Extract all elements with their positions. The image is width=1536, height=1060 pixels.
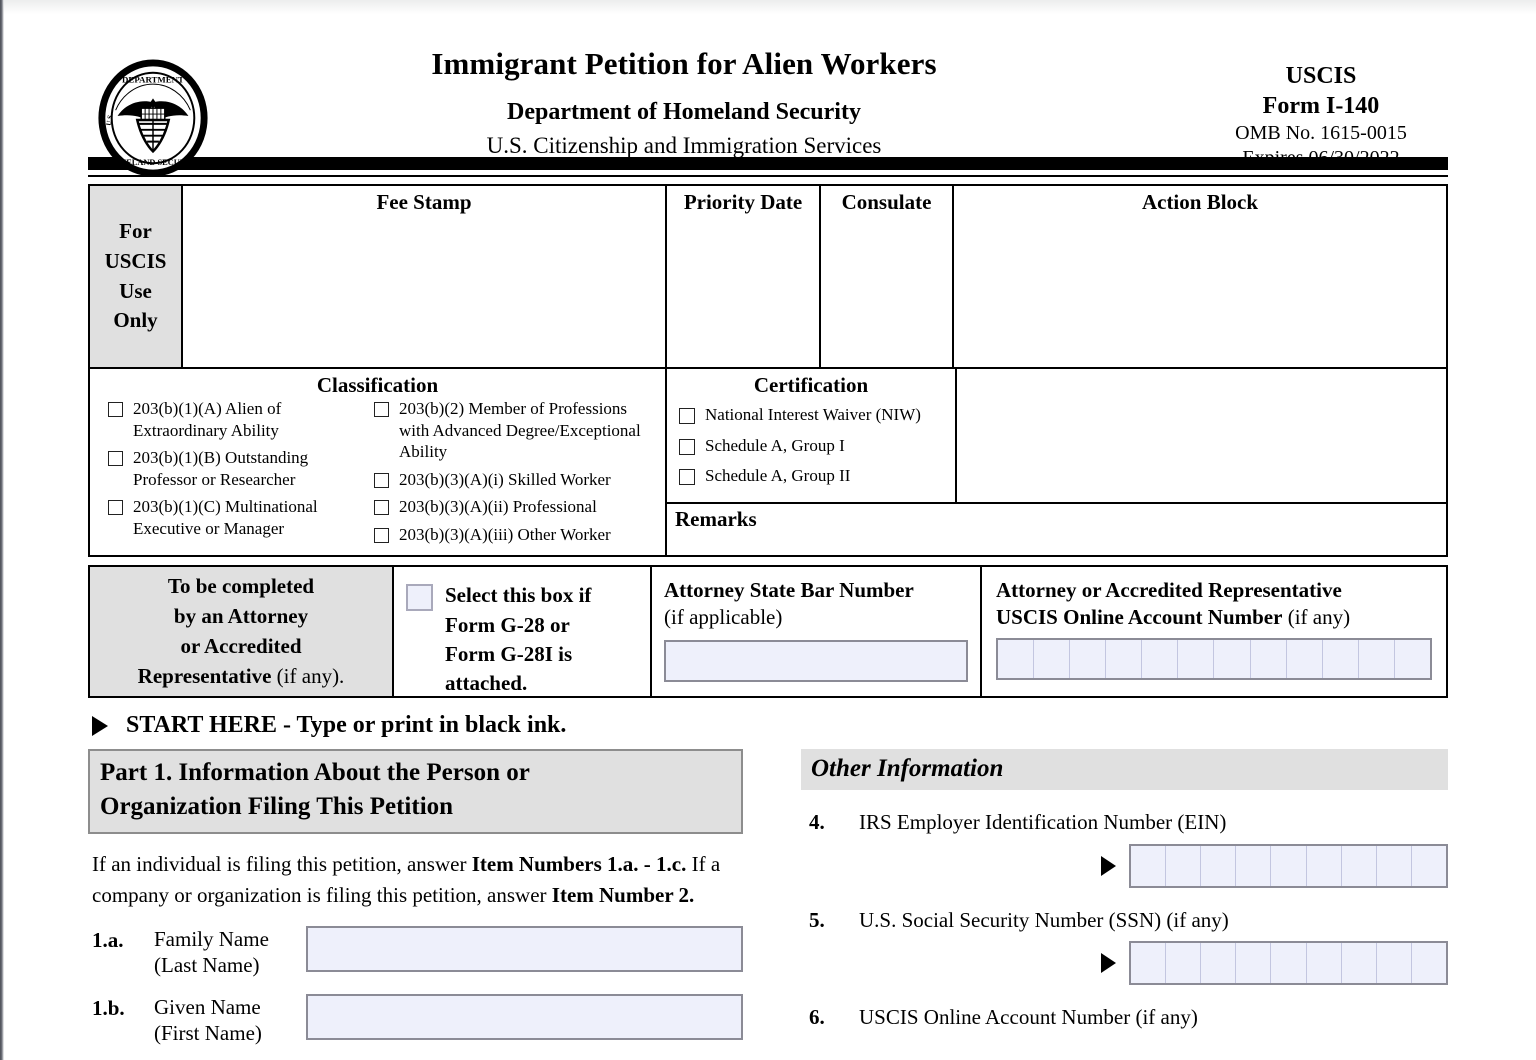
classification-option-label: 203(b)(1)(B) Outstanding Professor or Researcher <box>133 448 309 489</box>
checkbox-icon[interactable] <box>679 439 695 455</box>
checkbox-icon[interactable] <box>374 402 389 417</box>
certification-remarks-stack <box>667 369 1446 555</box>
item-1b-label <box>154 994 306 1046</box>
department-name: Department of Homeland Security <box>507 98 861 125</box>
for-uscis-line-3: Use <box>119 278 152 303</box>
attorney-online-account-suffix: (if any) <box>1282 604 1351 629</box>
comb-cell[interactable] <box>1166 943 1201 983</box>
comb-cell[interactable] <box>1131 943 1166 983</box>
comb-cell[interactable] <box>1214 640 1250 678</box>
part1-heading <box>88 749 743 834</box>
comb-cell[interactable] <box>1201 943 1236 983</box>
comb-cell[interactable] <box>1271 943 1306 983</box>
classification-option-203b3Ai[interactable] <box>374 469 656 491</box>
svg-text:U.S.: U.S. <box>105 113 115 127</box>
header-thin-rule <box>88 175 1448 177</box>
attorney-label-line-4: Representative <box>137 663 272 688</box>
comb-cell[interactable] <box>1271 846 1306 886</box>
comb-cell[interactable] <box>1342 846 1377 886</box>
form-identification <box>1196 62 1446 170</box>
classification-option-label: 203(b)(2) Member of Professions with Advanced Degree/Exceptional Ability <box>399 399 641 462</box>
action-block-body[interactable] <box>957 369 1446 502</box>
classification-cell <box>90 369 667 555</box>
part1-intro-bold-2: 1.a. - 1.c. <box>607 852 687 877</box>
attorney-label-line-1: To be completed <box>167 574 315 599</box>
item-1b-number: 1.b. <box>92 996 125 1021</box>
attorney-online-account-input[interactable] <box>996 638 1432 680</box>
certification-option-niw[interactable] <box>679 404 955 426</box>
certification-cell <box>667 369 957 502</box>
other-information-heading: Other Information <box>801 749 1448 790</box>
item-4-number: 4. <box>809 810 825 835</box>
priority-date-label: Priority Date <box>683 190 803 214</box>
part1-instructions <box>88 849 743 910</box>
classification-option-label: 203(b)(3)(A)(iii) Other Worker <box>399 524 611 544</box>
column-gap <box>743 749 801 1046</box>
comb-cell[interactable] <box>1106 640 1142 678</box>
certification-option-label: Schedule A, Group I <box>705 435 845 455</box>
for-uscis-line-4: Only <box>113 308 158 333</box>
for-uscis-line-1: For <box>119 218 152 243</box>
part1-intro-bold-1: Item Numbers <box>471 852 602 877</box>
item-4-ein-input[interactable] <box>1129 844 1448 888</box>
attorney-label-suffix: (if any). <box>271 663 345 688</box>
remarks-label: Remarks <box>675 506 757 531</box>
consulate-label: Consulate <box>841 190 932 214</box>
part1-heading-line-2: Organization Filing This Petition <box>100 793 454 821</box>
part1-heading-line-1: Part 1. Information About the Person or <box>100 759 530 787</box>
g28-label-line-1: Select this box if <box>445 583 592 608</box>
attorney-state-bar-sublabel: (if applicable) <box>664 604 783 629</box>
certification-option-label: Schedule A, Group II <box>705 466 851 486</box>
part1-intro-bold-3: Item Number 2. <box>551 882 695 907</box>
form-number: Form I-140 <box>1262 92 1380 119</box>
classification-option-203b1B[interactable] <box>108 447 366 490</box>
g28-label-line-3: Form G-28I is <box>445 641 573 666</box>
comb-cell[interactable] <box>998 640 1034 678</box>
comb-cell[interactable] <box>1178 640 1214 678</box>
item-5-ssn-row <box>801 908 1448 933</box>
checkbox-icon[interactable] <box>108 451 123 466</box>
attorney-block-label <box>90 567 394 696</box>
uscis-use-only-bottom-row <box>90 367 1446 555</box>
part1-intro-text-1: If an individual is filing this petition, answer <box>92 852 472 877</box>
item-1a-family-name-row <box>88 926 743 978</box>
for-uscis-line-2: USCIS <box>104 248 167 273</box>
comb-cell[interactable] <box>1342 943 1377 983</box>
comb-cell[interactable] <box>1131 846 1166 886</box>
checkbox-icon[interactable] <box>374 473 389 488</box>
comb-cell[interactable] <box>1323 640 1359 678</box>
classification-column-left <box>94 398 366 551</box>
item-1b-given-name-row <box>88 994 743 1046</box>
certification-option-schedule-a-group-2[interactable] <box>679 465 955 487</box>
start-here-text: START HERE - Type or print in black ink. <box>126 712 567 739</box>
item-1b-label-line-1: Given Name <box>154 995 261 1020</box>
comb-cell[interactable] <box>1166 846 1201 886</box>
attorney-block <box>88 565 1448 698</box>
remarks-cell[interactable] <box>667 502 1446 544</box>
comb-cell[interactable] <box>1287 640 1323 678</box>
certification-label: Certification <box>753 373 869 397</box>
g28-label-line-4: attached. <box>445 671 528 696</box>
item-1a-family-name-input[interactable] <box>306 926 743 972</box>
attorney-state-bar-section <box>652 567 982 696</box>
item-1a-label-line-1: Family Name <box>154 927 269 952</box>
start-here-banner <box>88 712 1448 739</box>
attorney-label-line-3: or Accredited <box>180 633 302 658</box>
classification-option-203b3Aiii[interactable] <box>374 524 656 546</box>
comb-cell[interactable] <box>1359 640 1395 678</box>
comb-cell[interactable] <box>1251 640 1287 678</box>
page-left-edge <box>0 0 4 1060</box>
item-1a-number: 1.a. <box>92 928 124 953</box>
item-5-label: U.S. Social Security Number (SSN) (if any) <box>859 907 1229 932</box>
attorney-online-account-section <box>982 567 1446 696</box>
g28-attached-field[interactable] <box>394 567 652 696</box>
checkbox-icon[interactable] <box>679 408 695 424</box>
classification-option-203b3Aii[interactable] <box>374 496 656 518</box>
comb-cell[interactable] <box>1307 846 1342 886</box>
attorney-online-account-label-line-2: USCIS Online Account Number <box>996 604 1283 629</box>
agency-name: U.S. Citizenship and Immigration Services <box>486 132 882 158</box>
svg-text:DEPARTMENT: DEPARTMENT <box>122 74 184 85</box>
consulate-cell[interactable] <box>821 186 954 367</box>
priority-date-cell[interactable] <box>667 186 821 367</box>
classification-option-label: 203(b)(1)(A) Alien of Extraordinary Ability <box>133 399 282 440</box>
item-5-number: 5. <box>809 907 825 932</box>
classification-option-label: 203(b)(1)(C) Multinational Executive or Manager <box>133 497 318 538</box>
comb-cell[interactable] <box>1377 846 1412 886</box>
triangle-right-icon <box>92 716 108 736</box>
attorney-online-account-label-line-1: Attorney or Accredited Representative <box>996 578 1342 603</box>
dhs-seal-icon <box>94 58 212 178</box>
certification-option-schedule-a-group-1[interactable] <box>679 435 955 457</box>
triangle-right-icon <box>1101 953 1116 973</box>
item-5-ssn-field-row <box>801 941 1448 985</box>
attorney-label-line-2: by an Attorney <box>173 604 309 629</box>
classification-option-label: 203(b)(3)(A)(i) Skilled Worker <box>399 469 611 489</box>
omb-number: OMB No. 1615-0015 <box>1235 122 1407 145</box>
uscis-use-only-block <box>88 184 1448 557</box>
comb-cell[interactable] <box>1142 640 1178 678</box>
item-1b-given-name-input[interactable] <box>306 994 743 1040</box>
comb-cell[interactable] <box>1236 846 1271 886</box>
expiration-date: Expires 06/30/2022 <box>1242 146 1400 169</box>
attorney-state-bar-input[interactable] <box>664 640 968 682</box>
action-block-label: Action Block <box>1141 190 1259 214</box>
part1-column <box>88 749 743 1046</box>
g28-checkbox-icon[interactable] <box>406 584 433 611</box>
comb-cell[interactable] <box>1377 943 1412 983</box>
for-uscis-use-only-label <box>90 186 183 367</box>
checkbox-icon[interactable] <box>108 500 123 515</box>
item-1b-label-line-2: (First Name) <box>154 1021 262 1046</box>
comb-cell[interactable] <box>1412 943 1446 983</box>
classification-option-203b2[interactable] <box>374 398 656 463</box>
item-4-label: IRS Employer Identification Number (EIN) <box>859 810 1227 835</box>
comb-cell[interactable] <box>1034 640 1070 678</box>
g28-label-line-2: Form G-28 or <box>445 612 570 637</box>
classification-column-right <box>366 398 656 551</box>
page-title: Immigrant Petition for Alien Workers <box>431 46 937 81</box>
comb-cell[interactable] <box>1395 640 1430 678</box>
comb-cell[interactable] <box>1070 640 1106 678</box>
item-4-ein-row <box>801 810 1448 835</box>
item-6-online-account-row <box>801 1005 1448 1030</box>
triangle-right-icon <box>1101 856 1116 876</box>
part1-intro-text-2: If a company or organization is filing this petition, answer <box>92 852 721 907</box>
item-4-ein-field-row <box>801 844 1448 888</box>
comb-cell[interactable] <box>1412 846 1446 886</box>
checkbox-icon[interactable] <box>108 402 123 417</box>
item-5-ssn-input[interactable] <box>1129 941 1448 985</box>
item-6-number: 6. <box>809 1004 825 1029</box>
form-body <box>88 749 1448 1046</box>
comb-cell[interactable] <box>1307 943 1342 983</box>
item-1a-label <box>154 926 306 978</box>
fee-stamp-label: Fee Stamp <box>376 190 472 214</box>
item-6-label: USCIS Online Account Number (if any) <box>859 1004 1198 1029</box>
other-information-column <box>801 749 1448 1046</box>
item-1a-label-line-2: (Last Name) <box>154 953 260 978</box>
comb-cell[interactable] <box>1236 943 1271 983</box>
uscis-label: USCIS <box>1285 63 1357 89</box>
classification-option-label: 203(b)(3)(A)(ii) Professional <box>399 497 597 517</box>
action-block-cell[interactable] <box>954 186 1446 367</box>
classification-label: Classification <box>316 373 439 397</box>
form-page <box>88 0 1448 1046</box>
uscis-use-only-top-row <box>90 186 1446 367</box>
checkbox-icon[interactable] <box>679 469 695 485</box>
checkbox-icon[interactable] <box>374 500 389 515</box>
fee-stamp-cell[interactable] <box>183 186 667 367</box>
form-header <box>88 0 1448 169</box>
header-title-group <box>104 48 1264 158</box>
comb-cell[interactable] <box>1201 846 1236 886</box>
checkbox-icon[interactable] <box>374 528 389 543</box>
certification-row <box>667 369 1446 502</box>
attorney-state-bar-label: Attorney State Bar Number <box>664 578 914 603</box>
certification-option-label: National Interest Waiver (NIW) <box>705 405 921 424</box>
classification-option-203b1C[interactable] <box>108 496 366 539</box>
classification-option-203b1A[interactable] <box>108 398 366 441</box>
svg-text:HOMELAND SECURITY: HOMELAND SECURITY <box>105 158 201 168</box>
